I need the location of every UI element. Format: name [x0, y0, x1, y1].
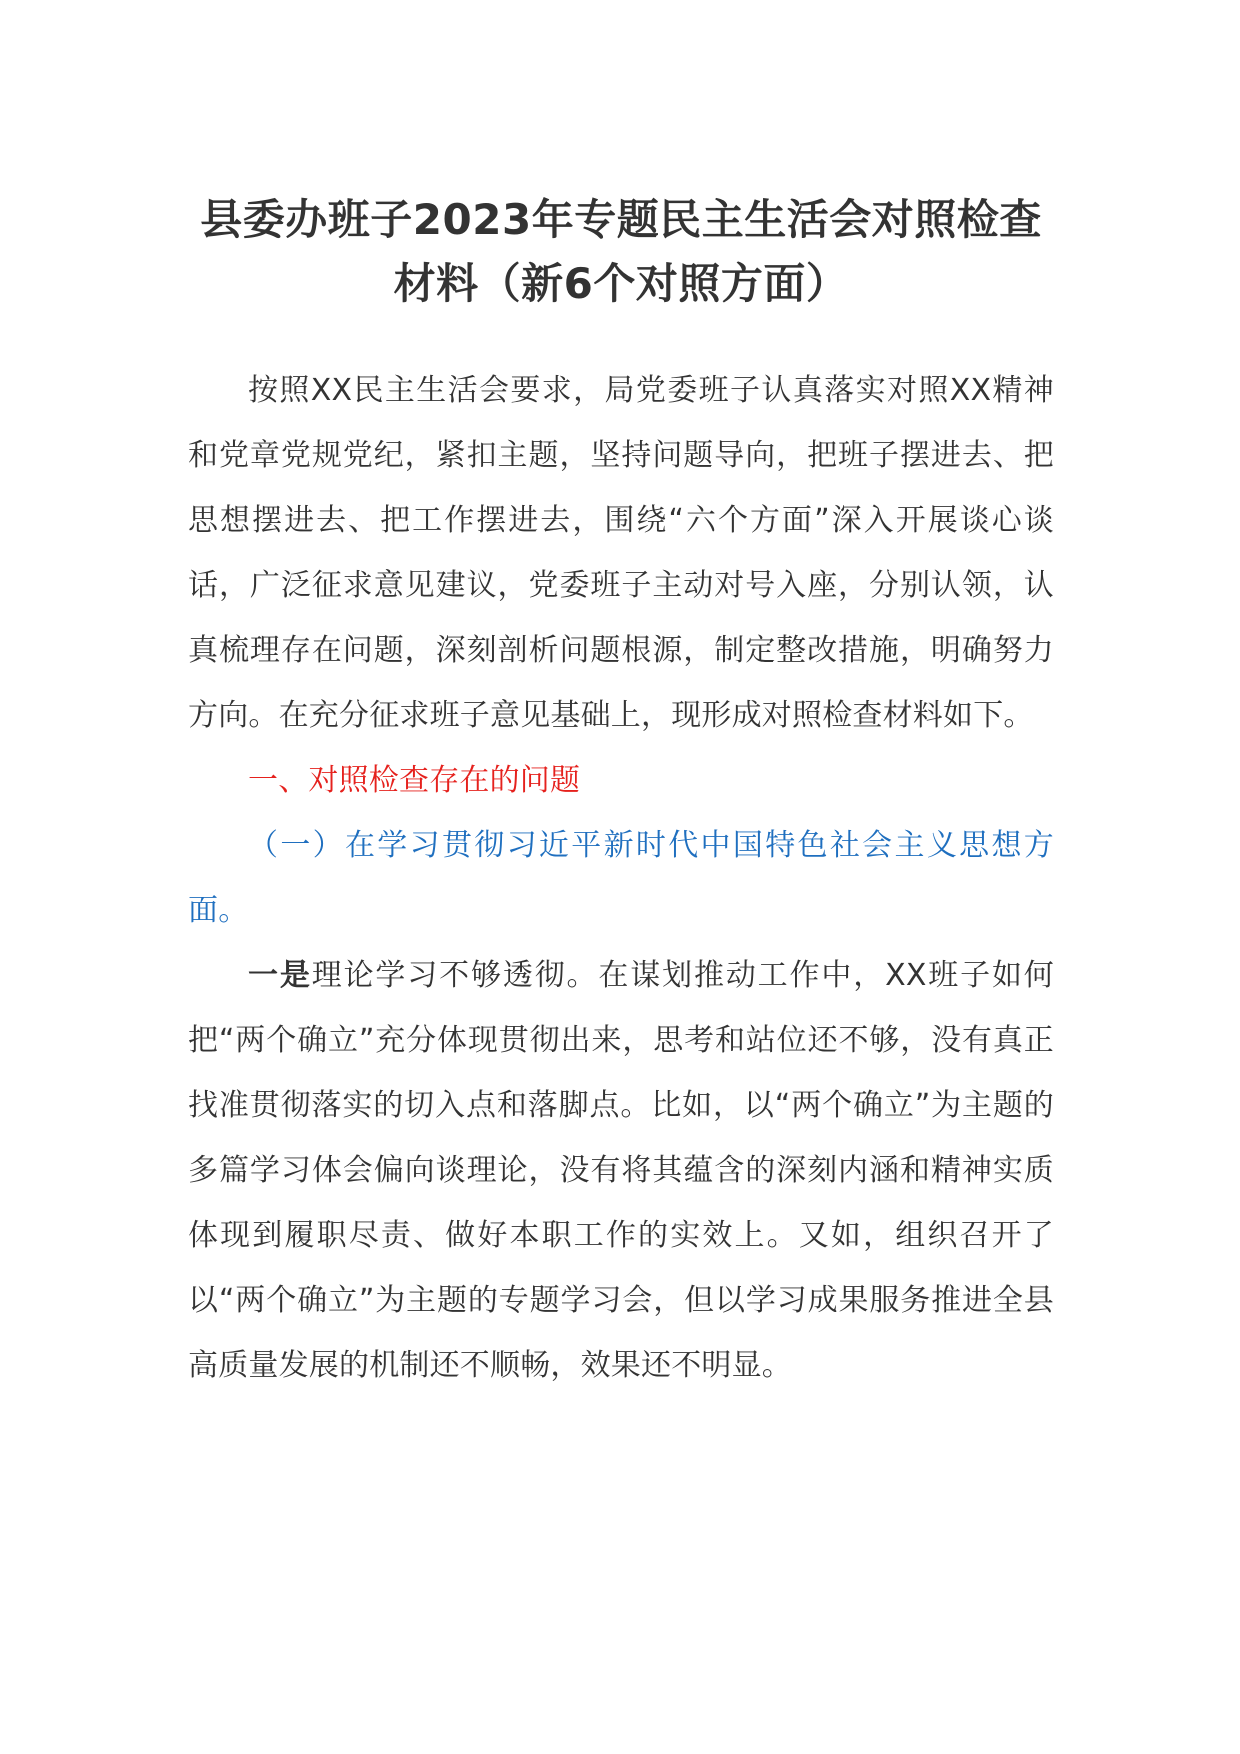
document-title: 县委办班子2023年专题民主生活会对照检查材料（新6个对照方面） [200, 195, 1042, 308]
point-paragraph [188, 943, 1054, 1398]
point-text: 理论学习不够透彻。在谋划推动工作中，XX班子如何把“两个确立”充分体现贯彻出来，思考和站位还不够，没有真正找准贯彻落实的切入点和落脚点。比如，以“两个确立”为主题的多篇学习体会偏向谈理论，没有将其蕴含的深刻内涵和精神实质体现到履职尽责、做好本职工作的实效上。又如，组织召开了以“两个确立”为主题的专题学习会，但以学习成果服务推进全县高质量发展的机制还不顺畅，效果还不明显。 [188, 958, 1055, 1383]
point-lead: 一是 [248, 958, 312, 993]
intro-paragraph: 按照XX民主生活会要求，局党委班子认真落实对照XX精神和党章党规党纪，紧扣主题，坚持问题导向，把班子摆进去、把思想摆进去、把工作摆进去，围绕“六个方面”深入开展谈心谈话，广泛征求意见建议，党委班子主动对号入座，分别认领，认真梳理存在问题，深刻剖析问题根源，制定整改措施，明确努力方向。在充分征求班子意见基础上，现形成对照检查材料如下。 [188, 373, 1054, 733]
subsection-heading: （一）在学习贯彻习近平新时代中国特色社会主义思想方面。 [188, 828, 1054, 928]
section-heading: 一、对照检查存在的问题 [248, 763, 581, 798]
document-content [188, 188, 1054, 1398]
